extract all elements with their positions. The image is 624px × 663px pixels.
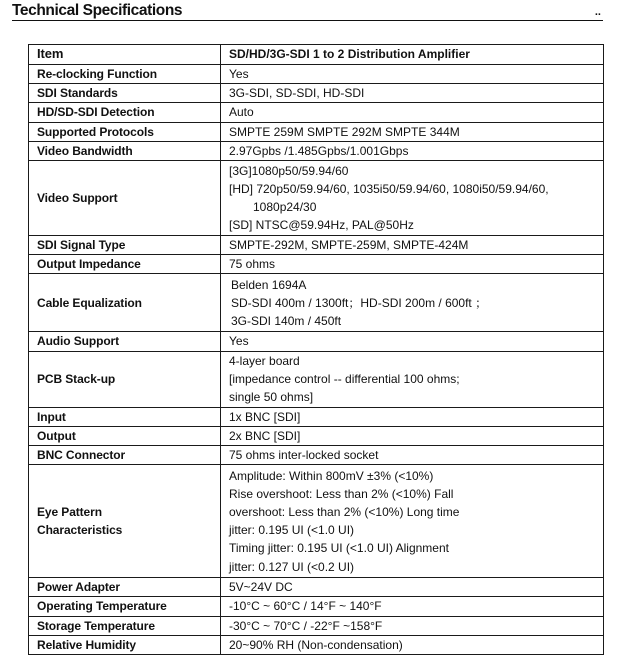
value-line: [impedance control -- differential 100 ohms; [229,372,460,387]
row-value [221,84,604,103]
table-row [29,465,604,578]
value-line: SMPTE 259M SMPTE 292M SMPTE 344M [229,124,460,139]
value-line: SD-SDI 400m / 1300ft；HD-SDI 200m / 600ft ； [231,295,488,310]
row-value [221,65,604,84]
row-value [221,351,604,407]
value-line: Belden 1694A [231,277,307,292]
value-line: 2.97Gpbs /1.485Gpbs/1.001Gbps [229,143,409,158]
row-label: Relative Humidity [29,635,221,654]
table-row [29,597,604,616]
value-line: Rise overshoot: Less than 2% (<10%) Fall [229,486,454,501]
row-value [221,103,604,122]
row-value [221,426,604,445]
value-line: Auto [229,105,254,120]
table-row [29,255,604,274]
row-label: Operating Temperature [29,597,221,616]
row-label: Re-clocking Function [29,65,221,84]
value-line: [HD] 720p50/59.94/60, 1035i50/59.94/60, 1080i50/59.94/60, [229,181,549,196]
row-value [221,597,604,616]
table-row [29,635,604,654]
value-line: Yes [229,334,249,349]
value-line: Amplitude: Within 800mV ±3% (<10%) [229,468,434,483]
row-label: Supported Protocols [29,122,221,141]
row-label: Cable Equalization [29,274,221,332]
value-line: -30°C ~ 70°C / -22°F ~158°F [229,618,383,633]
header-item-cell: Item [29,45,221,65]
table-row [29,578,604,597]
row-label: Output [29,426,221,445]
value-line: [3G]1080p50/59.94/60 [229,163,349,178]
value-line: [SD] NTSC@59.94Hz, PAL@50Hz [229,218,414,233]
row-value [221,446,604,465]
row-value [221,407,604,426]
row-value [221,161,604,236]
table-row [29,351,604,407]
row-value [221,141,604,160]
value-line: 3G-SDI 140m / 450ft [231,314,342,329]
value-line: 2x BNC [SDI] [229,428,301,443]
value-line: 5V~24V DC [229,580,293,595]
label-line: Eye Pattern [37,505,102,520]
row-value [221,255,604,274]
row-label: Power Adapter [29,578,221,597]
row-label: Audio Support [29,332,221,351]
table-row [29,122,604,141]
section-heading [12,2,603,21]
table-row [29,161,604,236]
row-value [221,274,604,332]
row-label: Input [29,407,221,426]
row-label: Video Bandwidth [29,141,221,160]
table-row [29,616,604,635]
row-value [221,122,604,141]
table-row [29,426,604,445]
row-label: PCB Stack-up [29,351,221,407]
table-row [29,236,604,255]
table-row [29,332,604,351]
row-label: Storage Temperature [29,616,221,635]
row-value [221,616,604,635]
table-row [29,103,604,122]
table-row [29,274,604,332]
value-line: 1x BNC [SDI] [229,409,301,424]
value-line: 20~90% RH (Non-condensation) [229,637,403,652]
table-row [29,407,604,426]
spec-table [28,44,604,655]
value-line: single 50 ohms] [229,390,314,405]
label-line: Characteristics [37,523,123,538]
row-value [221,465,604,578]
value-line: SMPTE-292M, SMPTE-259M, SMPTE-424M [229,238,469,253]
heading-trailing-dots: .. [594,6,601,18]
section-title: Technical Specifications [12,2,183,19]
value-line: 3G-SDI, SD-SDI, HD-SDI [229,86,365,101]
table-row [29,84,604,103]
row-label: SDI Standards [29,84,221,103]
value-line: 75 ohms [229,257,276,272]
row-label: Output Impedance [29,255,221,274]
row-value [221,236,604,255]
value-line: Timing jitter: 0.195 UI (<1.0 UI) Alignment [229,541,449,556]
table-row [29,65,604,84]
row-label: SDI Signal Type [29,236,221,255]
row-value [221,635,604,654]
value-line: jitter: 0.195 UI (<1.0 UI) [229,523,355,538]
header-product-cell: SD/HD/3G-SDI 1 to 2 Distribution Amplifier [221,45,604,65]
row-value [221,578,604,597]
value-line: Yes [229,67,249,81]
value-line: 4-layer board [229,353,300,368]
value-line: overshoot: Less than 2% (<10%) Long time [229,505,460,520]
row-label: Video Support [29,161,221,236]
table-header-row [29,45,604,65]
row-value [221,332,604,351]
row-label: BNC Connector [29,446,221,465]
row-label: HD/SD-SDI Detection [29,103,221,122]
value-line: jitter: 0.127 UI (<0.2 UI) [229,559,355,574]
row-label [29,465,221,578]
value-line: 75 ohms inter-locked socket [229,448,379,463]
value-line: 1080p24/30 [253,200,317,215]
table-row [29,141,604,160]
table-row [29,446,604,465]
value-line: -10°C ~ 60°C / 14°F ~ 140°F [229,599,382,614]
